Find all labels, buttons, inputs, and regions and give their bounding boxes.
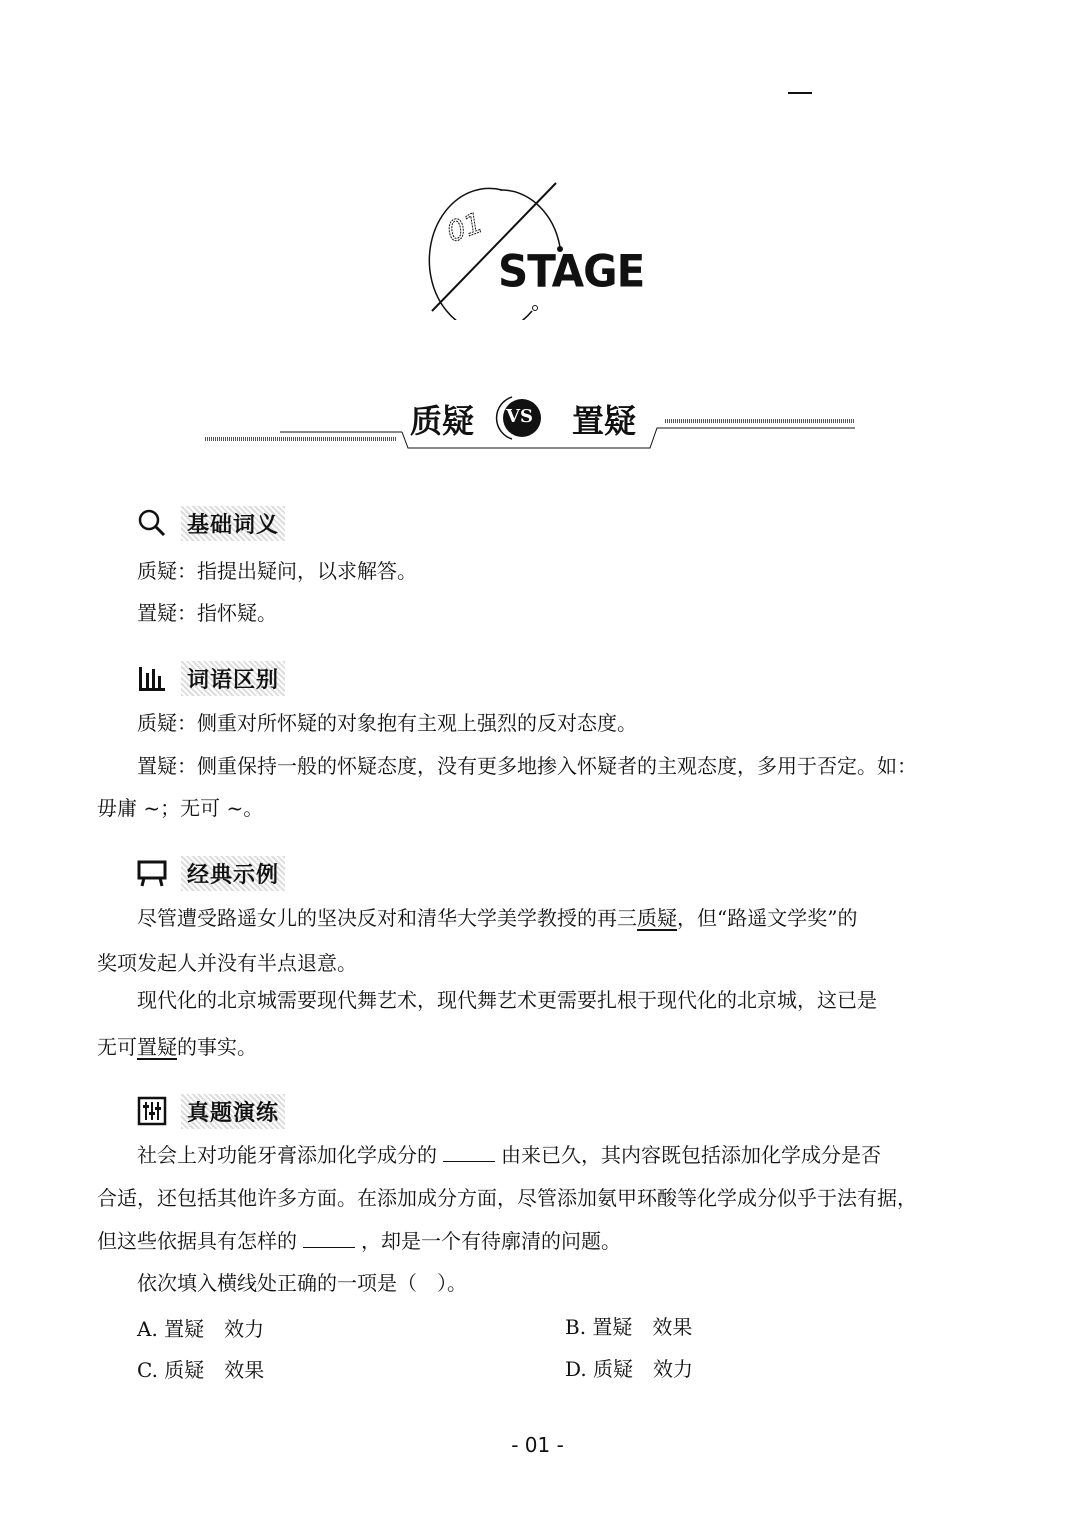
section-title: 基础词义 [181,506,285,541]
section-title: 词语区别 [181,661,285,696]
title-right-word: 置疑 [572,402,637,440]
option-d: D. 质疑 效力 [565,1357,694,1381]
example-1-line-1 [137,906,857,930]
exercise-question: 依次填入横线处正确的一项是（ ）。 [137,1271,467,1295]
diff-line-1: 质疑：侧重对所怀疑的对象抱有主观上强烈的反对态度。 [137,711,637,735]
svg-text:01: 01 [442,205,488,249]
section-title: 真题演练 [181,1094,285,1129]
diff-line-3: 毋庸 ~；无可 ~。 [97,796,264,820]
text: 由来已久，其内容既包括添加化学成分是否 [501,1143,881,1167]
section-heading-basic [137,506,285,540]
example-2-line-2 [97,1035,257,1059]
exercise-line-2: 合适，还包括其他许多方面。在添加成分方面，尽管添加氨甲环酸等化学成分似乎于法有据， [97,1186,917,1210]
diff-line-2: 置疑：侧重保持一般的怀疑态度，没有更多地掺入怀疑者的主观态度，多用于否定。如： [137,754,917,778]
basic-line-1: 质疑：指提出疑问，以求解答。 [137,559,417,583]
sliders-icon [137,1096,167,1126]
stage-logo [420,175,660,320]
example-2-line-1: 现代化的北京城需要现代舞艺术，现代舞艺术更需要扎根于现代化的北京城，这已是 [137,988,877,1012]
section-title: 经典示例 [181,856,285,891]
vs-badge [492,394,542,442]
section-heading-examples [137,856,285,890]
text: 但这些依据具有怎样的 [97,1229,297,1253]
highlighted-word: 质疑 [637,906,677,930]
text: 社会上对功能牙膏添加化学成分的 [137,1143,437,1167]
option-c: C. 质疑 效果 [137,1358,265,1382]
basic-line-2: 置疑：指怀疑。 [137,601,277,625]
section-heading-diff [137,661,285,695]
example-1-line-2: 奖项发起人并没有半点退意。 [97,951,357,975]
page-number: - 01 - [511,1433,564,1457]
presentation-board-icon [137,858,167,888]
text: 的事实。 [177,1035,257,1059]
option-a: A. 置疑 效力 [137,1317,265,1341]
bar-chart-icon [137,663,167,693]
text: 无可 [97,1035,137,1059]
title-left-word: 质疑 [410,402,475,440]
highlighted-word: 置疑 [137,1035,177,1059]
text: ，却是一个有待廓清的问题。 [361,1229,621,1253]
option-b: B. 置疑 效果 [565,1315,693,1339]
exercise-line-1 [137,1143,881,1167]
answer-blank [303,1229,355,1248]
exercise-line-3 [97,1229,621,1253]
vs-text: VS [506,406,533,427]
text: ，但“路遥文学奖”的 [677,906,858,930]
header-mark [788,92,812,94]
section-heading-exercise [137,1094,285,1128]
answer-blank [443,1143,495,1162]
text: 尽管遭受路遥女儿的坚决反对和清华大学美学教授的再三 [137,906,637,930]
magnifier-icon [137,508,167,538]
stage-word: STAGE [498,245,645,298]
